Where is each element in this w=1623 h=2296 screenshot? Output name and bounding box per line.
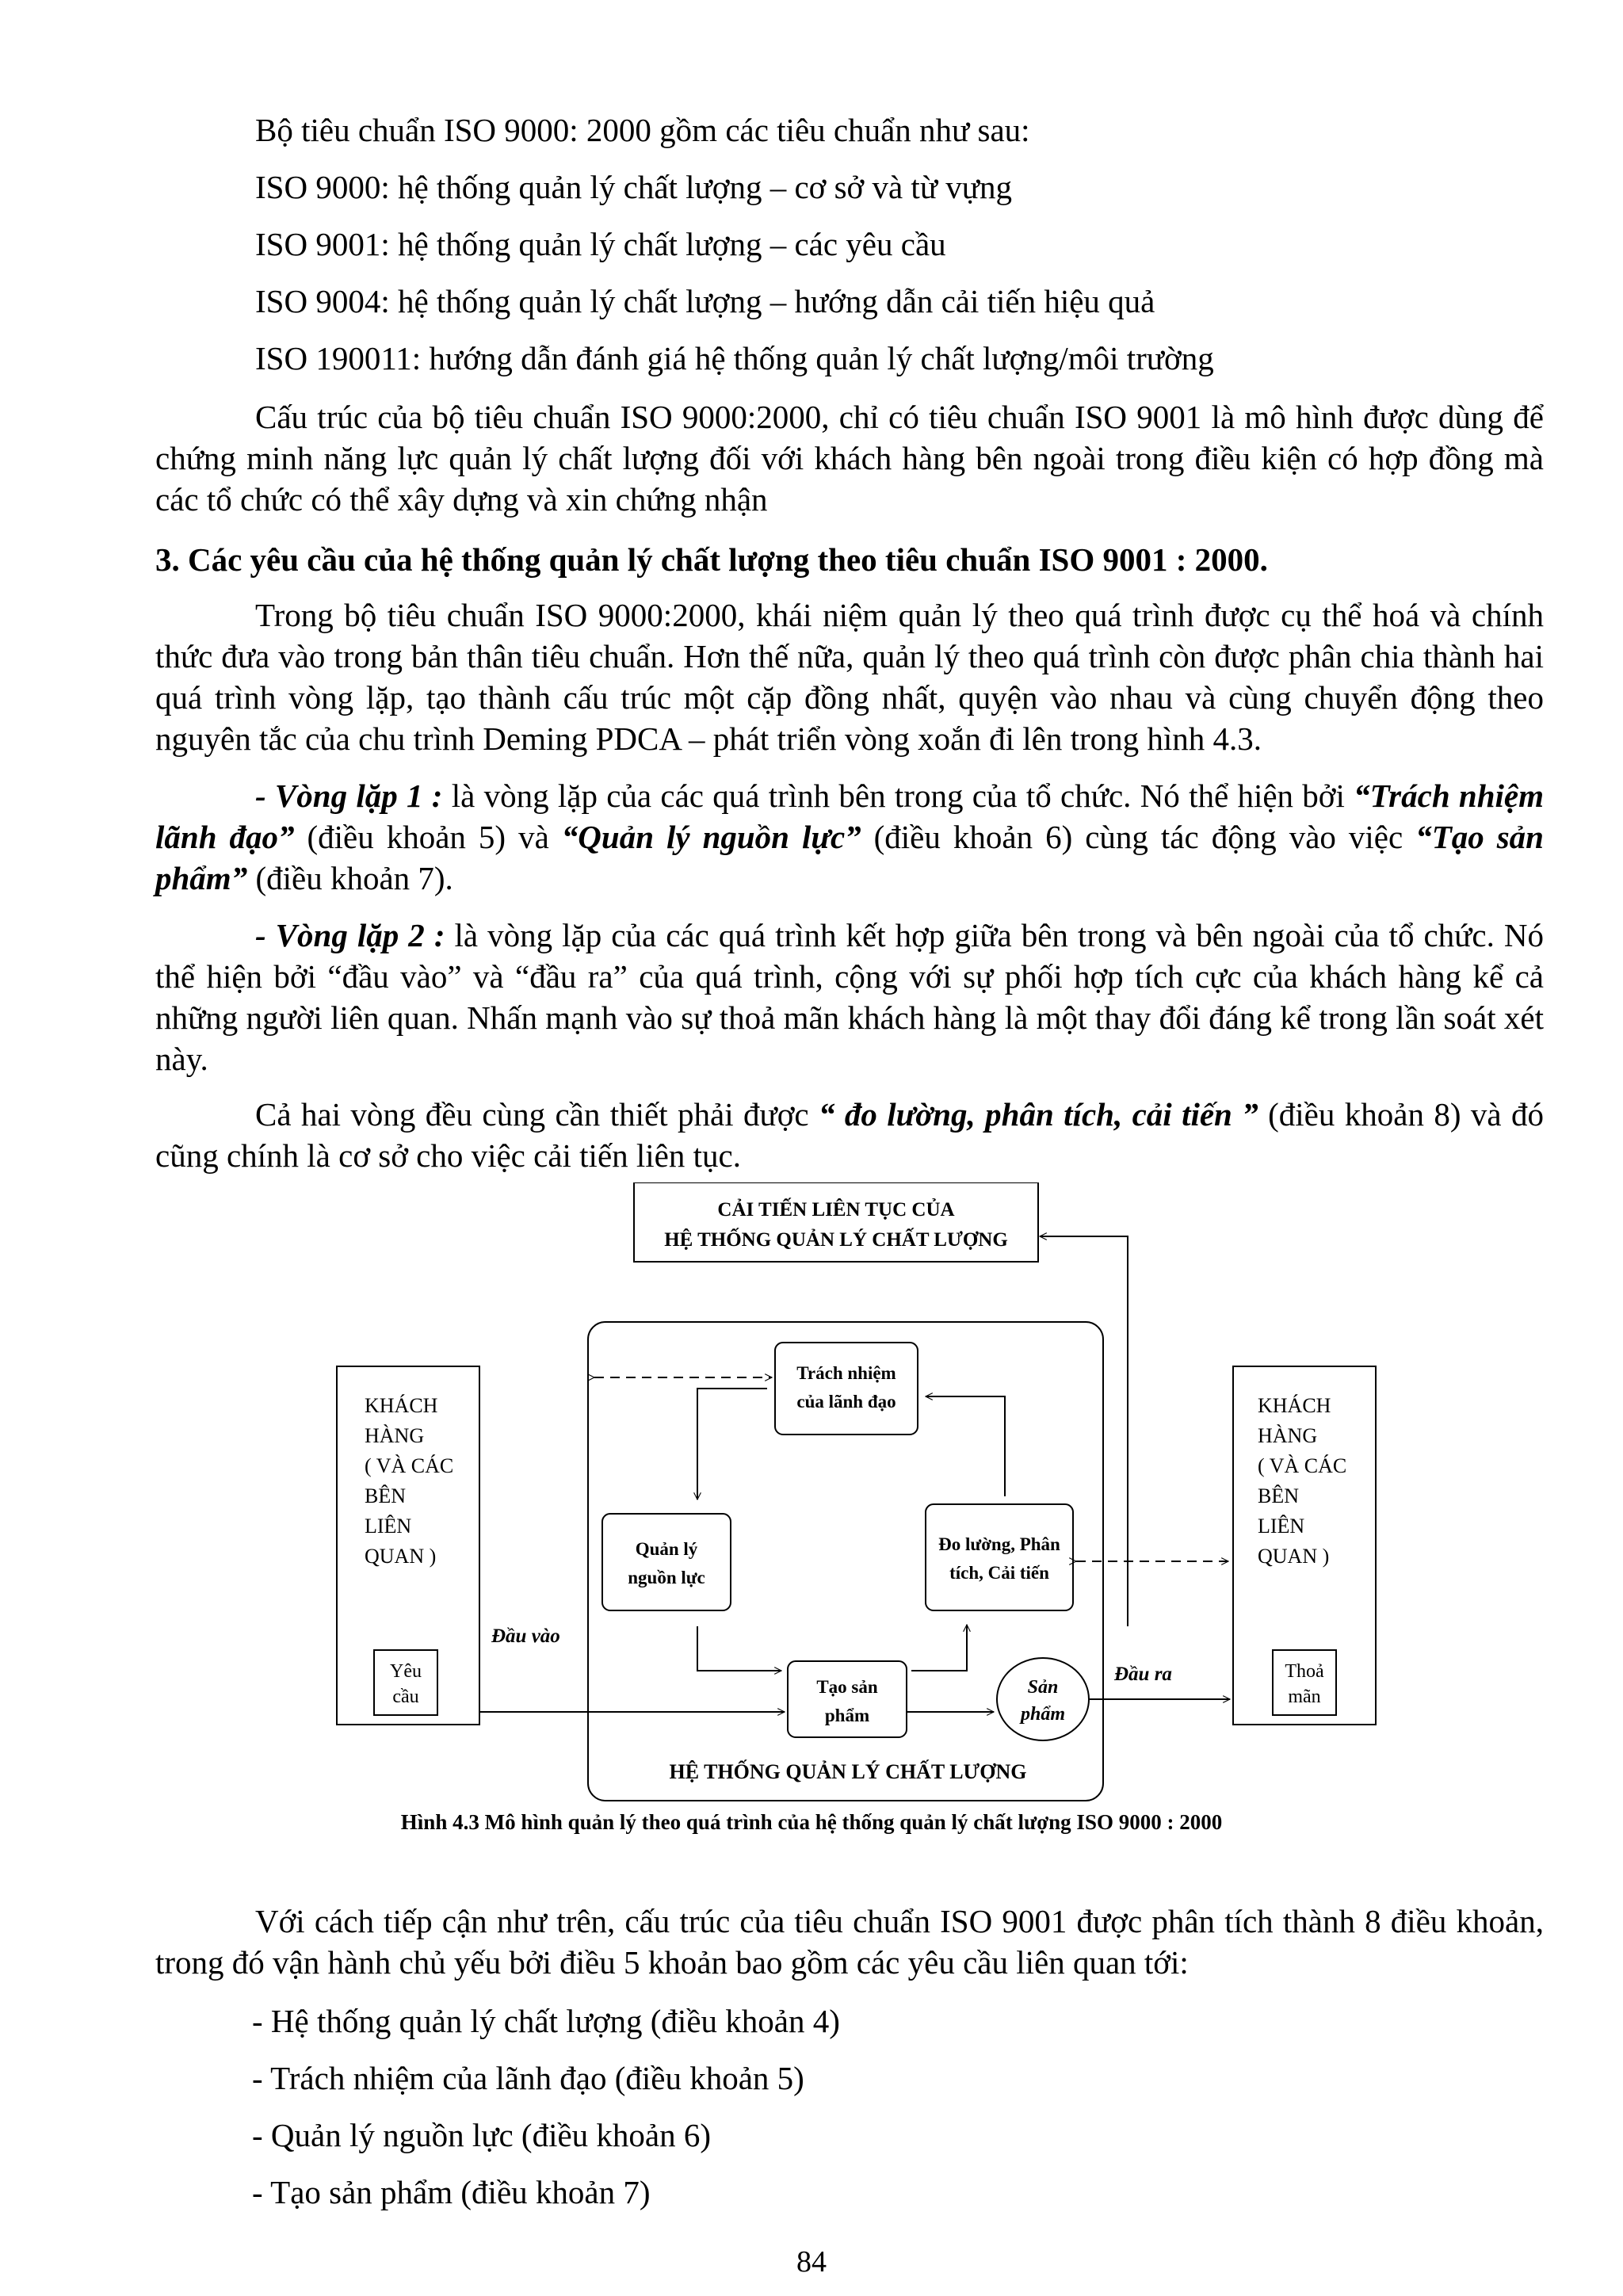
intro-line: ISO 9001: hệ thống quản lý chất lượng – các yêu cầu xyxy=(255,226,946,262)
qms-system-label: HỆ THỐNG QUẢN LÝ CHẤT LƯỢNG xyxy=(669,1760,1027,1783)
process-paragraph: Trong bộ tiêu chuẩn ISO 9000:2000, khái niệm quản lý theo quá trình được cụ thể hoá và chính thức đưa vào trong bản thân tiêu chuẩn. Hơn thế nữa, quản lý theo quá trình còn được phân chia thành hai quá trình vòng lặp, tạo thành cấu trúc một cặp đồng nhất, quyện vào nhau và cùng chuyển động theo nguyên tắc của chu trình Deming PDCA – phát triển vòng xoắn đi lên trong hình 4.3. xyxy=(155,597,1544,757)
both-loops-paragraph xyxy=(155,1094,1544,1176)
svg-text:KHÁCH: KHÁCH xyxy=(365,1394,438,1417)
loop2-text: là vòng lặp của các quá trình kết hợp giữa bên trong và bên ngoài của tổ chức. Nó thể hiện bởi “đầu vào” và “đầu ra” của quá trình, cộng với sự phối hợp tích cực của khách hàng kể cả những người liên quan. Nhấn mạnh vào sự thoả mãn khách hàng là một thay đổi đáng kể trong lần soát xét này. xyxy=(155,917,1544,1077)
structure-paragraph: Cấu trúc của bộ tiêu chuẩn ISO 9000:2000, chỉ có tiêu chuẩn ISO 9001 là mô hình được dùng để chứng minh năng lực quản lý chất lượng đối với khách hàng bên ngoài trong điều kiện có hợp đồng mà các tổ chức có thể xây dựng và xin chứng nhận xyxy=(155,399,1544,518)
svg-text:( VÀ CÁC: ( VÀ CÁC xyxy=(1258,1454,1347,1477)
svg-text:LIÊN: LIÊN xyxy=(365,1515,412,1538)
loop1-text: là vòng lặp của các quá trình bên trong của tổ chức. Nó thể hiện bởi xyxy=(442,777,1354,814)
intro-line: ISO 9000: hệ thống quản lý chất lượng – cơ sở và từ vựng xyxy=(255,169,1013,205)
bullet-item: - Quản lý nguồn lực (điều khoản 6) xyxy=(252,2117,712,2153)
svg-text:QUAN ): QUAN ) xyxy=(365,1545,437,1568)
product-label: Sản xyxy=(1027,1677,1059,1698)
page-number: 84 xyxy=(796,2245,827,2279)
section-heading: 3. Các yêu cầu của hệ thống quản lý chất lượng theo tiêu chuẩn ISO 9001 : 2000. xyxy=(155,541,1268,578)
requirement-label: cầu xyxy=(392,1687,419,1707)
intro-line: Bộ tiêu chuẩn ISO 9000: 2000 gồm các tiêu chuẩn như sau: xyxy=(255,112,1030,148)
product-label: phẩm xyxy=(1020,1704,1066,1725)
product-realization-label: Tạo sản xyxy=(816,1677,878,1697)
bullet-item: - Tạo sản phẩm (điều khoản 7) xyxy=(252,2174,651,2210)
management-responsibility-label: của lãnh đạo xyxy=(796,1392,896,1412)
loop2-paragraph xyxy=(155,915,1544,1079)
product-realization-box xyxy=(788,1661,907,1737)
input-label: Đầu vào xyxy=(491,1626,560,1647)
product-ellipse xyxy=(997,1658,1089,1740)
arrow-responsibility-to-resource xyxy=(697,1389,767,1499)
svg-text:HÀNG: HÀNG xyxy=(1258,1424,1318,1447)
svg-text:BÊN: BÊN xyxy=(1258,1484,1299,1507)
both-text: (điều khoản 8) và đó cũng chính là cơ sở cho việc cải tiến liên tục. xyxy=(155,1096,1544,1174)
svg-text:BÊN: BÊN xyxy=(365,1484,406,1507)
intro-line: ISO 9004: hệ thống quản lý chất lượng – hướng dẫn cải tiến hiệu quả xyxy=(255,283,1155,319)
continual-improvement-label: HỆ THỐNG QUẢN LÝ CHẤT LƯỢNG xyxy=(664,1229,1008,1251)
approach-paragraph: Với cách tiếp cận như trên, cấu trúc của tiêu chuẩn ISO 9001 được phân tích thành 8 điều khoản, trong đó vận hành chủ yếu bởi điều 5 khoản bao gồm các yêu cầu liên quan tới: xyxy=(155,1903,1544,1981)
resource-management-label: nguồn lực xyxy=(628,1568,705,1587)
measurement-analysis-box xyxy=(926,1504,1073,1610)
arrow-measurement-to-responsibility xyxy=(926,1396,1005,1496)
loop1-label: - Vòng lặp 1 : xyxy=(255,777,443,814)
loop1-paragraph xyxy=(155,775,1544,899)
svg-text:LIÊN: LIÊN xyxy=(1258,1515,1305,1538)
bullet-item: - Trách nhiệm của lãnh đạo (điều khoản 5) xyxy=(252,2060,804,2096)
measurement-analysis-label: Đo lường, Phân xyxy=(938,1534,1060,1554)
arrow-realization-to-measurement xyxy=(911,1625,967,1671)
output-label: Đầu ra xyxy=(1114,1664,1172,1685)
loop2-label: - Vòng lặp 2 : xyxy=(255,917,445,953)
loop1-text: (điều khoản 7). xyxy=(247,860,453,896)
svg-text:KHÁCH: KHÁCH xyxy=(1258,1394,1331,1417)
management-responsibility-label: Trách nhiệm xyxy=(796,1363,896,1383)
loop1-text: (điều khoản 5) và xyxy=(294,819,562,855)
process-model-diagram xyxy=(333,1182,1379,1817)
figure-caption: Hình 4.3 Mô hình quản lý theo quá trình của hệ thống quản lý chất lượng ISO 9000 : 2000 xyxy=(400,1810,1223,1834)
requirement-label: Yêu xyxy=(390,1661,422,1682)
resource-management-box xyxy=(602,1514,731,1610)
continual-improvement-label: CẢI TIẾN LIÊN TỤC CỦA xyxy=(717,1199,955,1221)
svg-text:( VÀ CÁC: ( VÀ CÁC xyxy=(365,1454,454,1477)
satisfaction-label: mãn xyxy=(1288,1687,1321,1707)
svg-text:QUAN ): QUAN ) xyxy=(1258,1545,1330,1568)
product-realization-label: phẩm xyxy=(824,1706,870,1725)
satisfaction-label: Thoả xyxy=(1285,1661,1324,1682)
both-text: Cả hai vòng đều cùng cần thiết phải được xyxy=(255,1096,819,1133)
bullet-item: - Hệ thống quản lý chất lượng (điều khoản 4) xyxy=(252,2003,840,2039)
resource-management-label: Quản lý xyxy=(635,1539,698,1559)
measurement-analysis-label: tích, Cải tiến xyxy=(949,1563,1049,1583)
loop1-text: (điều khoản 6) cùng tác động vào việc xyxy=(861,819,1416,855)
management-responsibility-box xyxy=(775,1343,918,1435)
svg-text:HÀNG: HÀNG xyxy=(365,1424,425,1447)
loop1-emphasis: “Trách nhiệm lãnh đạo” xyxy=(155,777,1544,855)
arrow-resource-to-realization xyxy=(697,1626,781,1671)
both-emphasis: “ đo lường, phân tích, cải tiến ” xyxy=(819,1096,1258,1133)
loop1-emphasis: “Tạo sản phẩm” xyxy=(155,819,1544,896)
intro-line: ISO 190011: hướng dẫn đánh giá hệ thống quản lý chất lượng/môi trường xyxy=(255,340,1214,376)
loop1-emphasis: “Quản lý nguồn lực” xyxy=(561,819,861,855)
